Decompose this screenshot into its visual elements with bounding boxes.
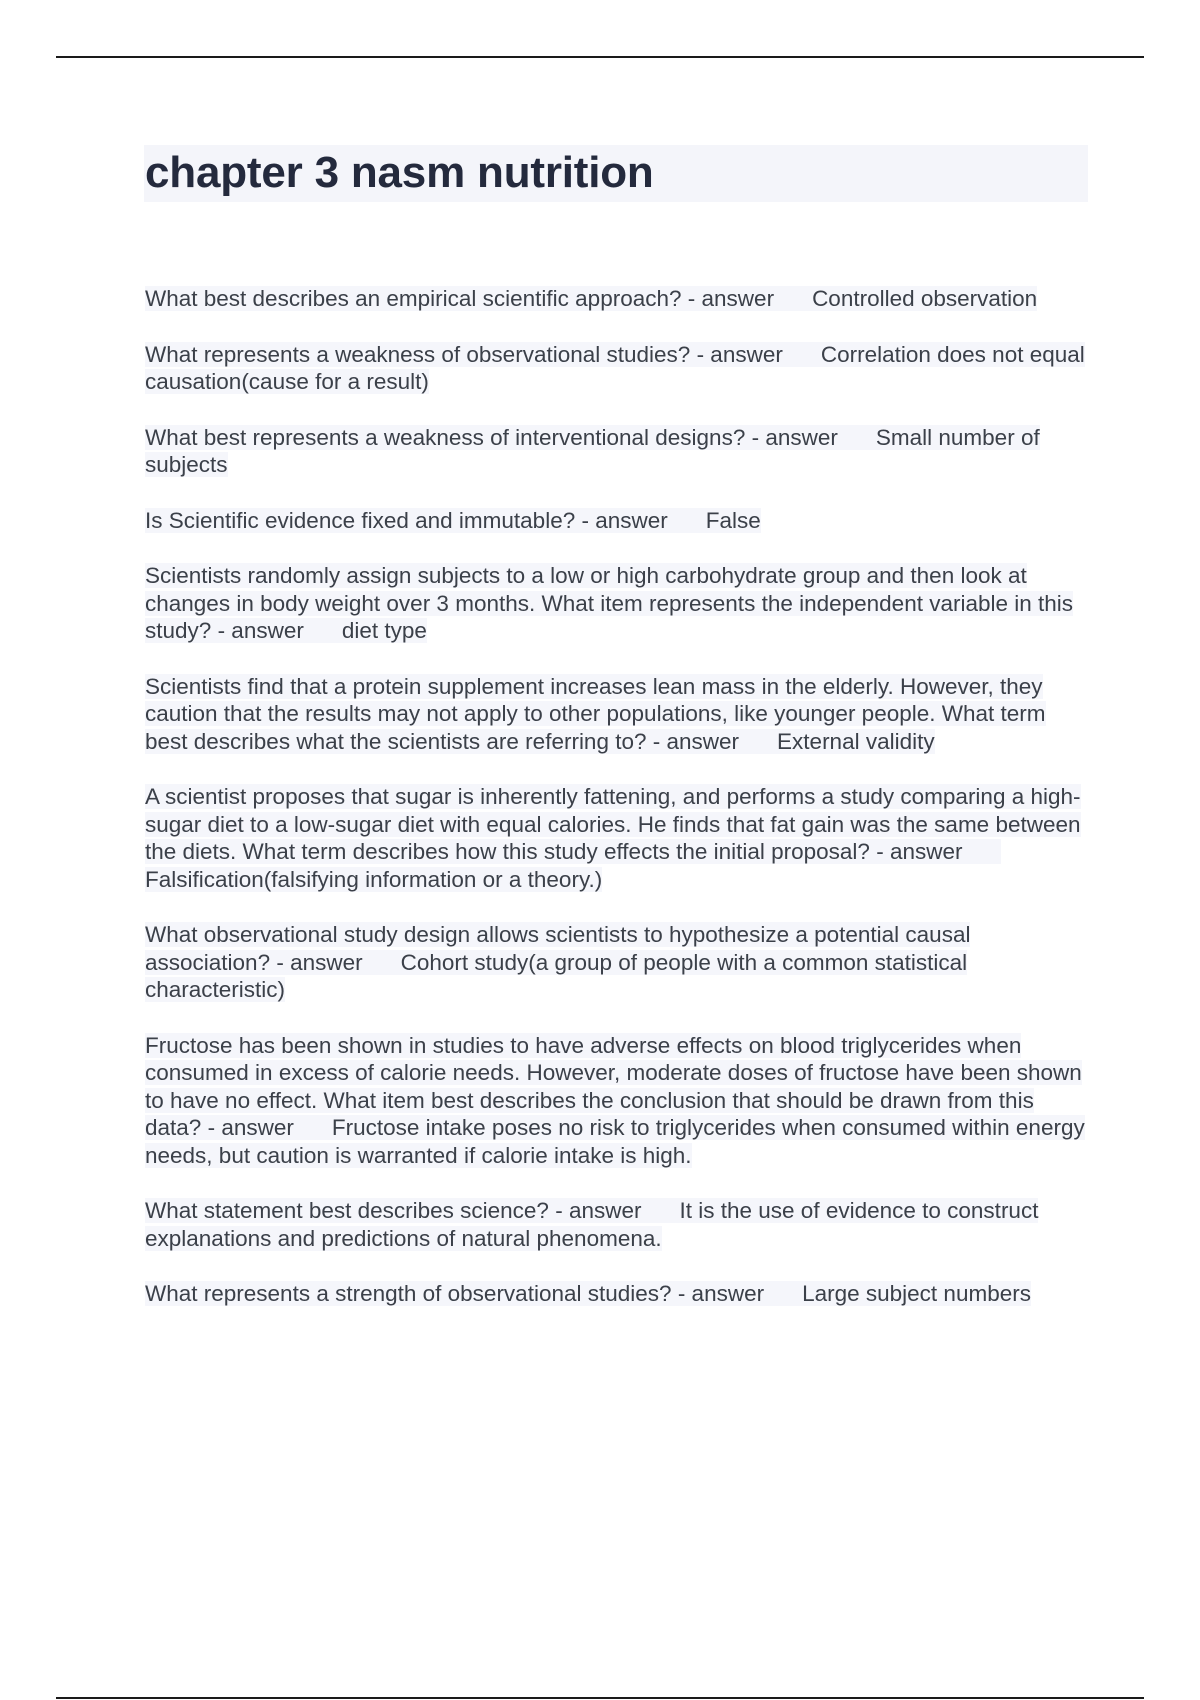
question-text: What observational study design allows scientists to hypothesize a potential causal association? [145,922,971,975]
answer-marker: - answer [677,1281,765,1306]
answer-text: Fructose intake poses no risk to triglycerides when consumed within energy needs, but caution is warranted if calorie intake is high. [145,1115,1085,1168]
answer-marker: - answer [751,424,838,450]
answer-text: Falsification(falsifying information or a theory.) [145,866,603,892]
page-title: chapter 3 nasm nutrition [145,148,654,197]
question-text: What represents a weakness of observational studies? [145,341,691,367]
answer-text: It is the use of evidence to construct explanations and predictions of natural phenomena. [145,1198,1039,1251]
qa-item [145,341,1090,396]
top-rule [56,56,1144,58]
qa-item [145,1280,1090,1308]
answer-text: diet type [341,618,427,643]
answer-marker: - answer [687,286,775,311]
answer-text: Controlled observation [812,286,1038,311]
answer-text: Correlation does not equal causation(cause for a result) [145,341,1085,394]
answer-marker: - answer [696,341,783,367]
qa-item [145,783,1090,893]
answer-marker: - answer [652,728,740,754]
question-text: Fructose has been shown in studies to have adverse effects on blood triglycerides when consumed in excess of calorie needs. However, moderate doses of fructose have been shown to have no effect. What item best describes the conclusion that should be drawn from this data? [145,1032,1082,1140]
qa-item [145,285,1090,313]
qa-item [145,921,1090,1004]
answer-text: Small number of subjects [145,424,1040,477]
answer-marker: - answer [217,618,304,643]
question-text: Scientists randomly assign subjects to a low or high carbohydrate group and then look at changes in body weight over 3 months. What item represents the independent variable in this study? [145,563,1074,643]
answer-marker: - answer [555,1198,642,1223]
question-text: What represents a strength of observational studies? [145,1281,672,1306]
question-text: What best represents a weakness of interventional designs? [145,424,746,450]
answer-marker: - answer [876,839,963,864]
qa-item [145,507,1090,535]
question-text: A scientist proposes that sugar is inherently fattening, and performs a study comparing a high-sugar diet to a low-sugar diet with equal calories. He finds that fat gain was the same between the diets. What term describes how this study effects the initial proposal? [145,784,1081,864]
question-text: What statement best describes science? [145,1198,549,1223]
qa-list [145,285,1090,1336]
answer-marker: - answer [276,949,363,975]
answer-marker: - answer [581,507,668,533]
question-text: What best describes an empirical scientific approach? [145,286,682,311]
qa-item [145,1197,1090,1252]
question-text: Scientists find that a protein supplement increases lean mass in the elderly. However, they caution that the results may not apply to other populations, like younger people. What term best describes what the scientists are referring to? [145,673,1046,754]
answer-text: External validity [777,728,935,754]
qa-item [145,424,1090,479]
answer-text: False [705,507,761,533]
qa-item [145,1032,1090,1170]
answer-text: Large subject numbers [802,1281,1031,1306]
answer-text: Cohort study(a group of people with a common statistical characteristic) [145,949,968,1002]
qa-item [145,562,1090,645]
answer-marker: - answer [207,1115,294,1140]
question-text: Is Scientific evidence fixed and immutable? [145,507,576,533]
bottom-rule [56,1697,1144,1699]
qa-item [145,673,1090,756]
